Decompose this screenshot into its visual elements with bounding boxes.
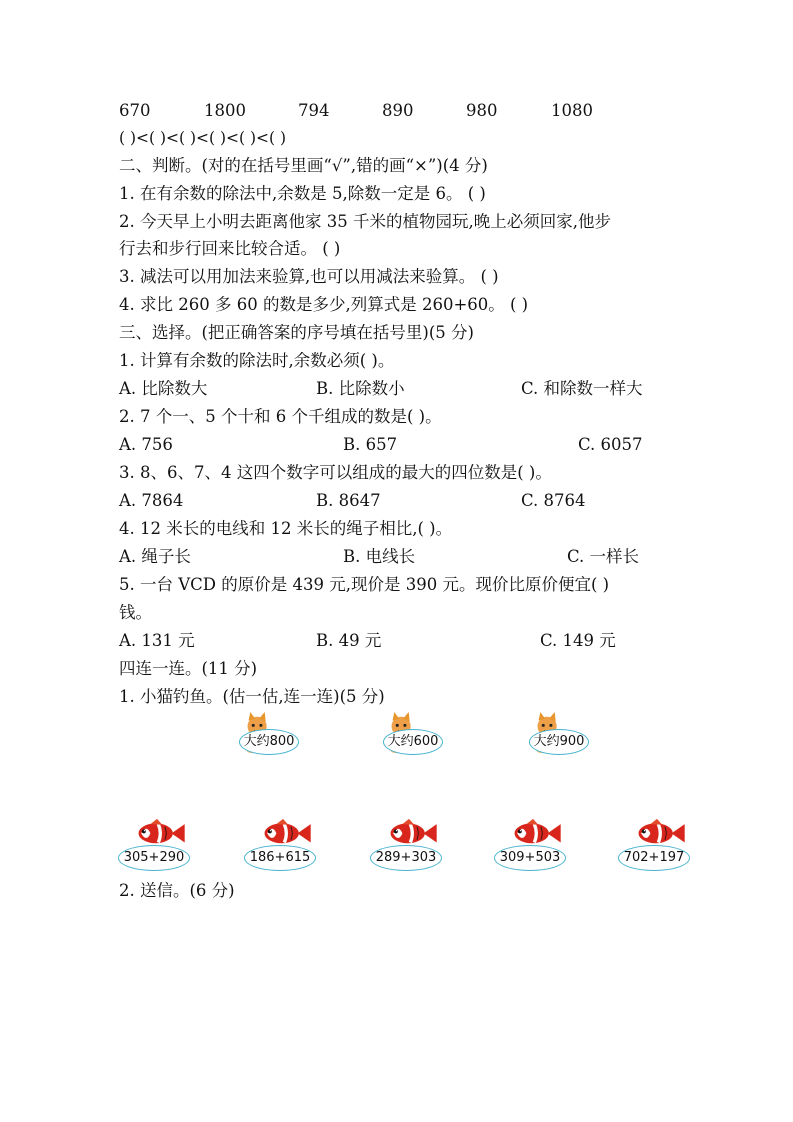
- choice-question-2: 2. 7 个一、5 个十和 6 个千组成的数是( )。: [119, 407, 442, 426]
- choice-option-c: C. 一样长: [567, 547, 640, 566]
- choice-option-c: C. 8764: [521, 491, 586, 510]
- judge-item-4: 4. 求比 260 多 60 的数是多少,列算式是 260+60。 ( ): [119, 295, 529, 314]
- section2-heading: 二、判断。(对的在括号里画“√”,错的画“×”)(4 分): [119, 156, 488, 175]
- fish-card[interactable]: [118, 815, 192, 873]
- section3-heading: 三、选择。(把正确答案的序号填在括号里)(5 分): [119, 323, 474, 342]
- fish-icon: [380, 815, 438, 849]
- compare-blanks: ( )<( )<( )<( )<( )<( ): [119, 129, 287, 147]
- judge-item-2-cont: 行去和步行回来比较合适。 ( ): [119, 239, 341, 258]
- fish-icon: [628, 815, 686, 849]
- cat-estimate-label: 大约800: [239, 729, 299, 755]
- choice-option-c: C. 6057: [578, 435, 643, 454]
- compare-number: 670: [119, 101, 151, 120]
- fish-expression-label: 309+503: [494, 845, 566, 871]
- fish-expression-label: 305+290: [118, 845, 190, 871]
- choice-option-c: C. 149 元: [540, 631, 616, 650]
- choice-question-1: 1. 计算有余数的除法时,余数必须( )。: [119, 351, 395, 370]
- judge-item-3: 3. 减法可以用加法来验算,也可以用减法来验算。 ( ): [119, 267, 499, 286]
- choice-option-b: B. 49 元: [316, 631, 382, 650]
- fish-expression-label: 186+615: [244, 845, 316, 871]
- fish-expression-label: 702+197: [618, 845, 690, 871]
- compare-number: 890: [382, 101, 414, 120]
- fish-icon: [504, 815, 562, 849]
- choice-option-c: C. 和除数一样大: [521, 379, 643, 398]
- choice-option-a: A. 131 元: [119, 631, 195, 650]
- section4-sub2: 2. 送信。(6 分): [119, 881, 235, 900]
- fish-card[interactable]: [244, 815, 318, 873]
- fish-card[interactable]: [370, 815, 444, 873]
- cat-estimate-label: 大约900: [529, 729, 589, 755]
- fish-card[interactable]: [618, 815, 692, 873]
- compare-number: 1800: [204, 101, 246, 120]
- cat-card[interactable]: [358, 712, 448, 758]
- choice-option-a: A. 绳子长: [119, 547, 191, 566]
- choice-option-b: B. 电线长: [343, 547, 416, 566]
- judge-item-1: 1. 在有余数的除法中,余数是 5,除数一定是 6。 ( ): [119, 184, 486, 203]
- cat-estimate-label: 大约600: [383, 729, 443, 755]
- choice-option-b: B. 比除数小: [316, 379, 405, 398]
- choice-question-3: 3. 8、6、7、4 这四个数字可以组成的最大的四位数是( )。: [119, 463, 552, 482]
- judge-item-2: 2. 今天早上小明去距离他家 35 千米的植物园玩,晚上必须回家,他步: [119, 212, 611, 231]
- section4-heading: 四连一连。(11 分): [119, 659, 258, 678]
- compare-number: 1080: [551, 101, 593, 120]
- compare-number: 794: [298, 101, 330, 120]
- section4-sub1: 1. 小猫钓鱼。(估一估,连一连)(5 分): [119, 687, 385, 706]
- fish-icon: [254, 815, 312, 849]
- choice-option-a: A. 756: [119, 435, 173, 454]
- cat-card[interactable]: [214, 712, 304, 758]
- choice-option-b: B. 657: [343, 435, 398, 454]
- fish-card[interactable]: [494, 815, 568, 873]
- fish-expression-label: 289+303: [370, 845, 442, 871]
- cat-card[interactable]: [504, 712, 594, 758]
- choice-question-4: 4. 12 米长的电线和 12 米长的绳子相比,( )。: [119, 519, 453, 538]
- fish-icon: [128, 815, 186, 849]
- choice-question-5-cont: 钱。: [119, 603, 152, 622]
- choice-option-a: A. 7864: [119, 491, 184, 510]
- choice-option-b: B. 8647: [316, 491, 381, 510]
- compare-number: 980: [466, 101, 498, 120]
- choice-option-a: A. 比除数大: [119, 379, 208, 398]
- choice-question-5: 5. 一台 VCD 的原价是 439 元,现价是 390 元。现价比原价便宜( ): [119, 575, 610, 594]
